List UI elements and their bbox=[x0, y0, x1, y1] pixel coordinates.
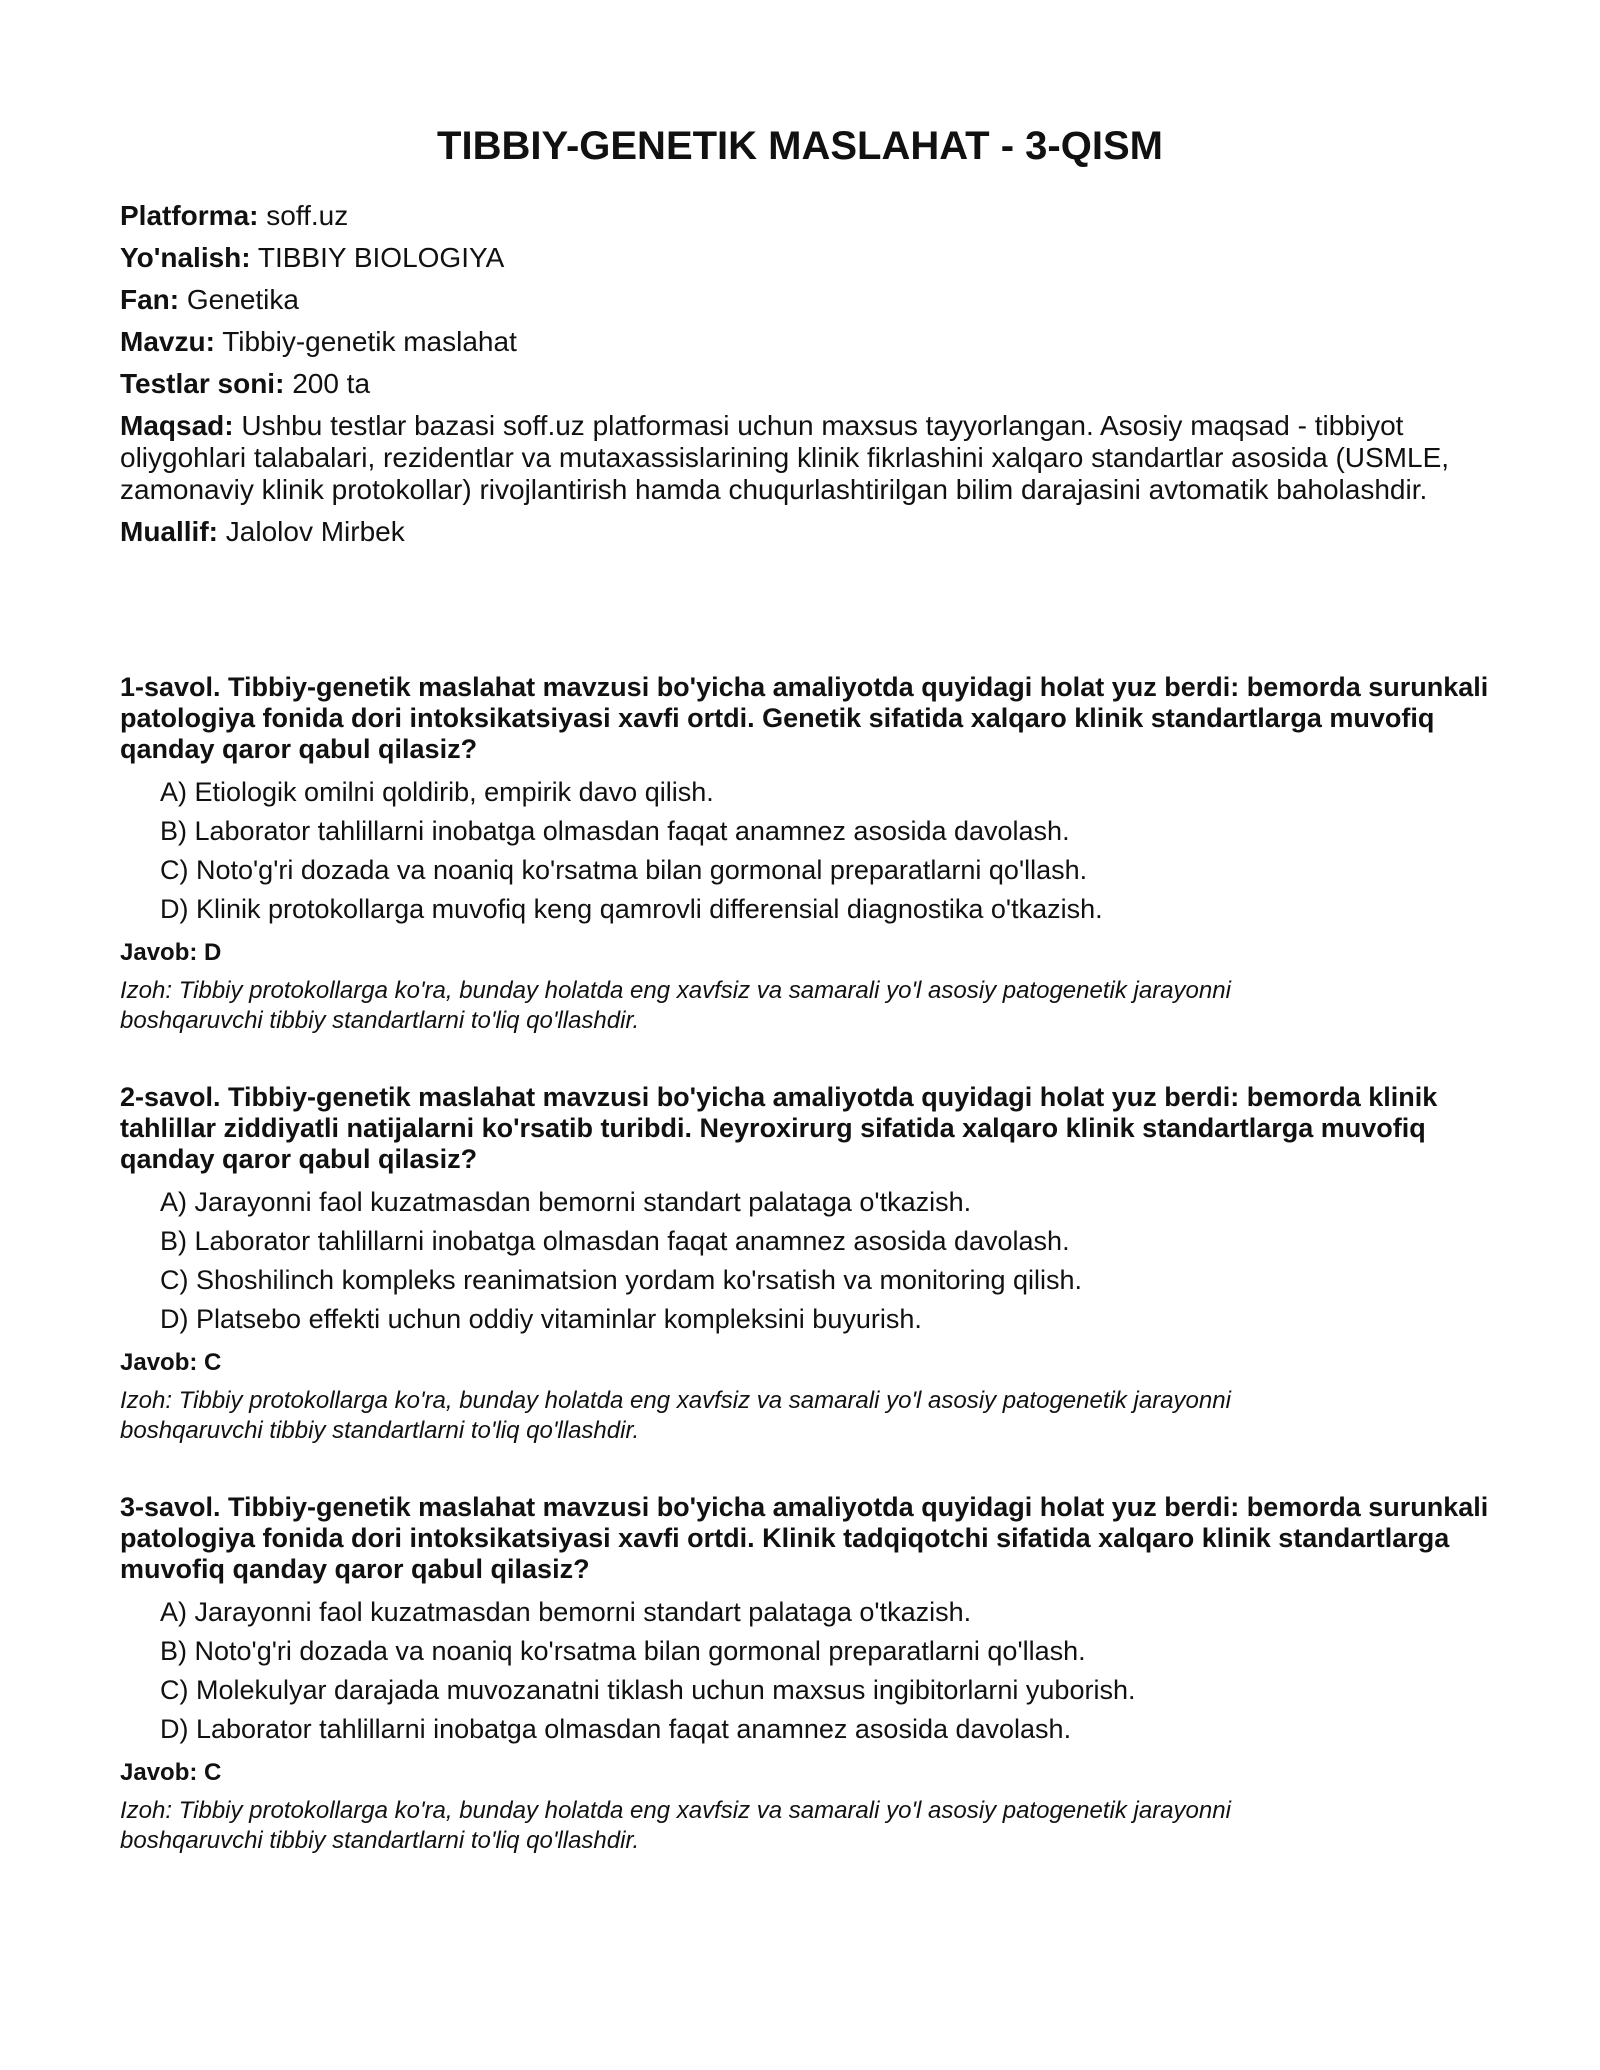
meta-value: Ushbu testlar bazasi soff.uz platformasi uchun maxsus tayyorlangan. Asosiy maqsad - tibbiyot oliygohlari talabalari, rezidentlar va mutaxassislarining klinik fikrlashini xalqaro standartlar asosida (USMLE, zamonaviy klinik protokollar) rivojlantirish hamda chuqurlashtirilgan bilim darajasini avtomatik baholashdir. bbox=[120, 410, 1450, 505]
option-c: C) Noto'g'ri dozada va noaniq ko'rsatma bilan gormonal preparatlarni qo'llash. bbox=[160, 855, 1088, 885]
option-b: B) Laborator tahlillarni inobatga olmasdan faqat anamnez asosida davolash. bbox=[160, 1226, 1070, 1256]
answer-explanation: Izoh: Tibbiy protokollarga ko'ra, bunday holatda eng xavfsiz va samarali yo'l asosiy patogenetik jarayonni boshqaruvchi tibbiy standartlarni to'liq qo'llashdir. bbox=[120, 1797, 1231, 1854]
option-d: D) Laborator tahlillarni inobatga olmasdan faqat anamnez asosida davolash. bbox=[160, 1714, 1072, 1744]
meta-topic bbox=[120, 326, 1480, 358]
option-b: B) Noto'g'ri dozada va noaniq ko'rsatma bilan gormonal preparatlarni qo'llash. bbox=[160, 1636, 1086, 1666]
option-a: A) Jarayonni faol kuzatmasdan bemorni standart palataga o'tkazish. bbox=[160, 1187, 972, 1217]
question-block-3 bbox=[120, 1492, 1490, 1856]
option-d: D) Klinik protokollarga muvofiq keng qamrovli differensial diagnostika o'tkazish. bbox=[160, 894, 1103, 924]
meta-value: TIBBIY BIOLOGIYA bbox=[257, 242, 505, 273]
meta-value: Genetika bbox=[186, 284, 299, 315]
question-text: 3-savol. Tibbiy-genetik maslahat mavzusi bo'yicha amaliyotda quyidagi holat yuz berdi: bemorda surunkali patologiya fonida dori intoksikatsiyasi xavfi ortdi. Klinik tadqiqotchi sifatida xalqaro klinik standartlarga muvofiq qanday qaror qabul qilasiz? bbox=[120, 1492, 1489, 1584]
answer-options bbox=[120, 1597, 1490, 1753]
meta-label: Testlar soni: bbox=[120, 368, 285, 399]
meta-value: Jalolov Mirbek bbox=[225, 516, 405, 547]
meta-value: Tibbiy-genetik maslahat bbox=[222, 326, 517, 357]
question-text: 2-savol. Tibbiy-genetik maslahat mavzusi bo'yicha amaliyotda quyidagi holat yuz berdi: bemorda klinik tahlillar ziddiyatli natijalarni ko'rsatib turibdi. Neyroxirurg sifatida xalqaro klinik standartlarga muvofiq qanday qaror qabul qilasiz? bbox=[120, 1082, 1438, 1174]
meta-platform bbox=[120, 200, 1480, 232]
meta-label: Fan: bbox=[120, 284, 180, 315]
meta-value: soff.uz bbox=[266, 200, 349, 231]
meta-test-count bbox=[120, 368, 1480, 400]
document-title: TIBBIY-GENETIK MASLAHAT - 3-QISM bbox=[437, 124, 1163, 168]
meta-subject bbox=[120, 284, 1480, 316]
option-d: D) Platsebo effekti uchun oddiy vitaminlar kompleksini buyurish. bbox=[160, 1304, 922, 1334]
answer-key: Javob: C bbox=[120, 1349, 222, 1376]
question-block-2 bbox=[120, 1082, 1490, 1446]
option-a: A) Etiologik omilni qoldirib, empirik davo qilish. bbox=[160, 777, 714, 807]
meta-label: Muallif: bbox=[120, 516, 218, 547]
meta-purpose bbox=[120, 410, 1480, 506]
question-block-1 bbox=[120, 672, 1490, 1036]
option-c: C) Molekulyar darajada muvozanatni tiklash uchun maxsus ingibitorlarni yuborish. bbox=[160, 1675, 1136, 1705]
answer-options bbox=[120, 1187, 1490, 1343]
meta-label: Maqsad: bbox=[120, 410, 234, 441]
answer-explanation: Izoh: Tibbiy protokollarga ko'ra, bunday holatda eng xavfsiz va samarali yo'l asosiy patogenetik jarayonni boshqaruvchi tibbiy standartlarni to'liq qo'llashdir. bbox=[120, 977, 1231, 1034]
meta-label: Yo'nalish: bbox=[120, 242, 251, 273]
answer-explanation: Izoh: Tibbiy protokollarga ko'ra, bunday holatda eng xavfsiz va samarali yo'l asosiy patogenetik jarayonni boshqaruvchi tibbiy standartlarni to'liq qo'llashdir. bbox=[120, 1387, 1231, 1444]
meta-label: Platforma: bbox=[120, 200, 259, 231]
option-b: B) Laborator tahlillarni inobatga olmasdan faqat anamnez asosida davolash. bbox=[160, 816, 1070, 846]
answer-key: Javob: C bbox=[120, 1759, 222, 1786]
answer-key: Javob: D bbox=[120, 939, 222, 966]
option-a: A) Jarayonni faol kuzatmasdan bemorni standart palataga o'tkazish. bbox=[160, 1597, 972, 1627]
meta-author bbox=[120, 516, 1480, 548]
document-meta bbox=[120, 200, 1480, 558]
meta-value: 200 ta bbox=[292, 368, 371, 399]
answer-options bbox=[120, 777, 1490, 933]
question-text: 1-savol. Tibbiy-genetik maslahat mavzusi bo'yicha amaliyotda quyidagi holat yuz berdi: bemorda surunkali patologiya fonida dori intoksikatsiyasi xavfi ortdi. Genetik sifatida xalqaro klinik standartlarga muvofiq qanday qaror qabul qilasiz? bbox=[120, 672, 1489, 764]
meta-direction bbox=[120, 242, 1480, 274]
meta-label: Mavzu: bbox=[120, 326, 215, 357]
option-c: C) Shoshilinch kompleks reanimatsion yordam ko'rsatish va monitoring qilish. bbox=[160, 1265, 1083, 1295]
